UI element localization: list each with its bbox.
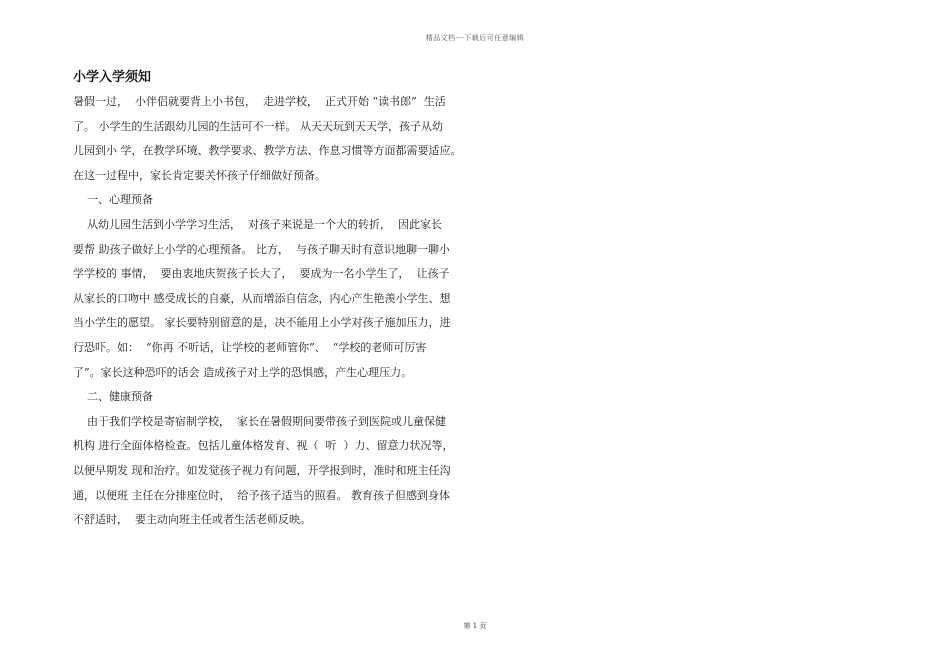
body-line: 由于我们学校是寄宿制学校， 家长在暑假期间要带孩子到医院或儿童保健: [73, 414, 446, 428]
page-number-footer: 第 1 页: [463, 622, 487, 630]
body-line: 以便早期发 现和治疗。如发觉孩子视力有问题，开学报到时，准时和班主任沟: [73, 463, 451, 477]
body-line: 暑假一过， 小伴侣就要背上小书包， 走进学校， 正式开始 “读书郎” 生活: [73, 95, 446, 108]
body-line: 通，以便班 主任在分排座位时， 给予孩子适当的照看。 教育孩子但感到身体: [73, 488, 450, 502]
body-line: 不舒适时， 要主动向班主任或者生活老师反映。: [73, 513, 311, 527]
document-body: [73, 66, 473, 533]
body-line: 行恐吓。如： “你再 不听话，让学校的老师管你”、 “学校的老师可厉害: [73, 340, 427, 354]
section-heading-health: 二、健康预备: [73, 390, 153, 404]
body-line: 了。 小学生的生活跟幼儿园的生活可不一样。 从天天玩到天天学，孩子从幼: [73, 119, 443, 133]
section-heading-psychological: 一、心理预备: [73, 193, 153, 207]
body-line: 了”。家长这种恐吓的话会 造成孩子对上学的恐惧感，产生心理压力。: [73, 365, 413, 379]
body-line: 从家长的口吻中 感受成长的自豪，从而增添自信念，内心产生艳羡小学生、想: [73, 291, 451, 305]
body-line: 当小学生的愿望。 家长要特别留意的是，决不能用上小学对孩子施加压力，进: [73, 316, 451, 330]
body-line: 从幼儿园生活到小学学习生活， 对孩子来说是一个大的转折， 因此家长: [73, 217, 442, 231]
page-header-note: 精品文档---下载后可任意编辑: [425, 34, 525, 42]
body-line: 要帮 助孩子做好上小学的心理预备。 比方， 与孩子聊天时有意识地聊一聊小: [73, 242, 450, 256]
body-line: 儿园到小 学，在教学环境、教学要求、教学方法、作息习惯等方面都需要适应。: [73, 144, 462, 158]
body-line: 学学校的 事情， 要由衷地庆贺孩子长大了， 要成为一名小学生了， 让孩子: [73, 267, 450, 281]
document-title: 小学入学须知: [73, 70, 152, 85]
body-line: 在这一过程中，家长肯定要关怀孩子仔细做好预备。: [73, 168, 326, 182]
body-line: 机构 进行全面体格检查。包括儿童体格发育、视（ 听 ）力、留意力状况等，: [73, 439, 454, 453]
